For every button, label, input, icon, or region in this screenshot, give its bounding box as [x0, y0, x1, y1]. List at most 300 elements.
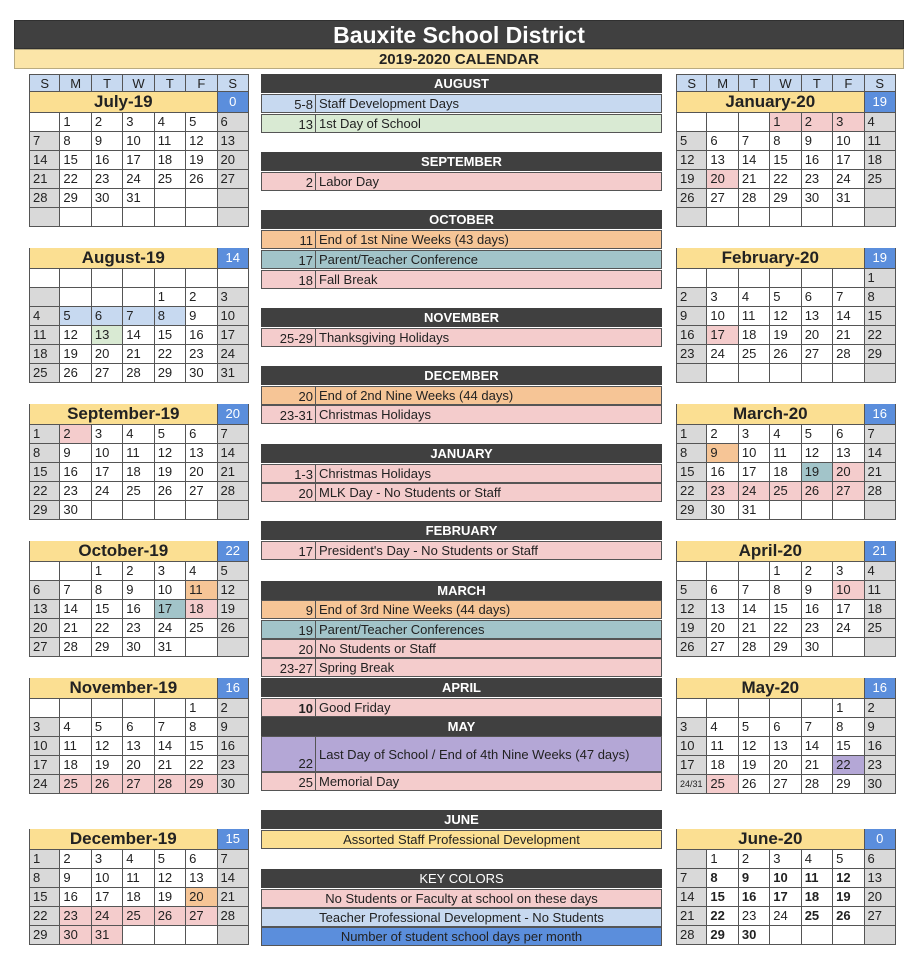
- day-cell: 10: [676, 737, 707, 756]
- day-cell: 21: [865, 463, 896, 482]
- day-cell: 1: [833, 699, 864, 718]
- week-row: [29, 189, 249, 208]
- week-row: [29, 581, 249, 600]
- day-cell: [60, 269, 91, 288]
- week-row: [676, 718, 896, 737]
- event-name: Spring Break: [319, 660, 395, 675]
- week-row: [29, 850, 249, 869]
- event-name: End of 1st Nine Weeks (43 days): [319, 232, 509, 247]
- month-name: May-20: [676, 678, 865, 699]
- day-cell: 19: [739, 756, 770, 775]
- day-cell: 4: [123, 850, 154, 869]
- day-cell: 11: [186, 581, 217, 600]
- week-row: [29, 151, 249, 170]
- event-name: Labor Day: [319, 174, 379, 189]
- week-row: [29, 170, 249, 189]
- day-cell: 27: [218, 170, 249, 189]
- day-cell: 14: [739, 600, 770, 619]
- day-cell: 10: [833, 581, 864, 600]
- event-row: [261, 172, 662, 191]
- key-item-teacher-pd: Teacher Professional Development - No Students: [261, 908, 662, 927]
- day-cell: 28: [60, 638, 91, 657]
- day-cell: 20: [186, 888, 217, 907]
- day-cell: [739, 113, 770, 132]
- day-cell: 1: [770, 562, 801, 581]
- week-row: [29, 619, 249, 638]
- event-date: 19: [262, 621, 316, 638]
- calendar-august-19: [29, 248, 249, 383]
- day-cell: [676, 562, 707, 581]
- weekday-label: T: [92, 74, 123, 92]
- day-cell: 12: [92, 737, 123, 756]
- day-cell: 30: [865, 775, 896, 794]
- day-cell: 19: [155, 463, 186, 482]
- day-cell: 22: [29, 907, 60, 926]
- day-cell: 24: [92, 482, 123, 501]
- day-cell: 17: [676, 756, 707, 775]
- day-cell: 4: [155, 113, 186, 132]
- day-cell: 22: [155, 345, 186, 364]
- event-name: Christmas Holidays: [319, 466, 431, 481]
- day-cell: 17: [833, 151, 864, 170]
- day-cell: 27: [770, 775, 801, 794]
- day-cell: 23: [739, 907, 770, 926]
- day-cell: 26: [155, 907, 186, 926]
- event-row: [261, 541, 662, 560]
- day-cell: 2: [865, 699, 896, 718]
- day-cell: 25: [865, 170, 896, 189]
- day-cell: 6: [833, 425, 864, 444]
- day-cell: 27: [707, 638, 738, 657]
- day-cell: 14: [155, 737, 186, 756]
- day-cell: 6: [865, 850, 896, 869]
- day-cell: [707, 269, 738, 288]
- day-cell: [123, 288, 154, 307]
- day-cell: 14: [218, 444, 249, 463]
- event-date: 10: [262, 699, 316, 716]
- day-cell: 13: [92, 326, 123, 345]
- day-cell: [770, 269, 801, 288]
- day-cell: [60, 562, 91, 581]
- day-cell: 2: [60, 425, 91, 444]
- day-cell: 21: [155, 756, 186, 775]
- day-cell: 8: [865, 288, 896, 307]
- day-cell: 12: [739, 737, 770, 756]
- day-cell: 22: [865, 326, 896, 345]
- day-cell: 1: [155, 288, 186, 307]
- day-cell: 27: [186, 482, 217, 501]
- day-cell: 16: [186, 326, 217, 345]
- day-cell: [865, 364, 896, 383]
- day-cell: [739, 562, 770, 581]
- event-date: 25-29: [262, 329, 316, 346]
- day-cell: 21: [29, 170, 60, 189]
- day-cell: 6: [770, 718, 801, 737]
- day-cell: 28: [676, 926, 707, 945]
- day-cell: 30: [92, 189, 123, 208]
- event-name: Christmas Holidays: [319, 407, 431, 422]
- day-cell: 13: [123, 737, 154, 756]
- day-cell: 30: [123, 638, 154, 657]
- day-cell: 22: [770, 619, 801, 638]
- day-cell: 3: [92, 425, 123, 444]
- day-cell: 23: [802, 170, 833, 189]
- day-cell: 4: [60, 718, 91, 737]
- month-name: June-20: [676, 829, 865, 850]
- day-cell: 16: [218, 737, 249, 756]
- day-cell: 2: [707, 425, 738, 444]
- day-cell: 25: [155, 170, 186, 189]
- event-row: [261, 639, 662, 658]
- day-cell: 10: [92, 869, 123, 888]
- day-cell: 14: [833, 307, 864, 326]
- weekday-label: F: [833, 74, 864, 92]
- day-cell: 27: [833, 482, 864, 501]
- day-cell: 1: [865, 269, 896, 288]
- day-cell: [186, 189, 217, 208]
- event-name: End of 3rd Nine Weeks (44 days): [319, 602, 511, 617]
- day-cell: 23: [186, 345, 217, 364]
- day-cell: 24: [833, 170, 864, 189]
- event-date: 20: [262, 387, 316, 404]
- day-cell: 11: [739, 307, 770, 326]
- day-cell: 18: [865, 151, 896, 170]
- day-cell: 10: [155, 581, 186, 600]
- school-days-count: 16: [865, 404, 896, 425]
- day-cell: 21: [676, 907, 707, 926]
- week-row: [29, 756, 249, 775]
- event-name: Thanksgiving Holidays: [319, 330, 450, 345]
- day-cell: 1: [770, 113, 801, 132]
- calendar-january-20: [676, 74, 896, 227]
- day-cell: 6: [707, 581, 738, 600]
- day-cell: 3: [123, 113, 154, 132]
- day-cell: 21: [739, 170, 770, 189]
- day-cell: 13: [186, 444, 217, 463]
- day-cell: 8: [707, 869, 738, 888]
- day-cell: 30: [60, 926, 91, 945]
- week-row: [676, 907, 896, 926]
- page-title: Bauxite School District: [14, 20, 904, 49]
- day-cell: 21: [739, 619, 770, 638]
- day-cell: 29: [865, 345, 896, 364]
- day-cell: 17: [707, 326, 738, 345]
- day-cell: 11: [770, 444, 801, 463]
- event-name: Last Day of School / End of 4th Nine Weeks (47 days): [319, 746, 630, 762]
- day-cell: 4: [29, 307, 60, 326]
- day-cell: 10: [833, 132, 864, 151]
- day-cell: 9: [60, 444, 91, 463]
- day-cell: 23: [802, 619, 833, 638]
- day-cell: [123, 699, 154, 718]
- week-row: [676, 132, 896, 151]
- calendar-may-20: [676, 678, 896, 794]
- day-cell: 12: [676, 600, 707, 619]
- event-name: MLK Day - No Students or Staff: [319, 485, 501, 500]
- day-cell: 5: [770, 288, 801, 307]
- month-name: September-19: [29, 404, 218, 425]
- day-cell: 5: [802, 425, 833, 444]
- day-cell: 3: [155, 562, 186, 581]
- day-cell: 24: [770, 907, 801, 926]
- event-name: Parent/Teacher Conferences: [319, 622, 485, 637]
- month-name: August-19: [29, 248, 218, 269]
- day-cell: 20: [92, 345, 123, 364]
- week-row: [676, 151, 896, 170]
- day-cell: 8: [29, 869, 60, 888]
- weekday-label: T: [155, 74, 186, 92]
- day-cell: 25: [29, 364, 60, 383]
- day-cell: 31: [155, 638, 186, 657]
- day-cell: 3: [676, 718, 707, 737]
- day-cell: [739, 364, 770, 383]
- school-days-count: 19: [865, 248, 896, 269]
- day-cell: [707, 699, 738, 718]
- event-name: Good Friday: [319, 700, 391, 715]
- day-cell: [770, 208, 801, 227]
- day-cell: 19: [218, 600, 249, 619]
- school-days-count: 16: [218, 678, 249, 699]
- day-cell: [676, 850, 707, 869]
- day-cell: 31: [92, 926, 123, 945]
- day-cell: 15: [29, 463, 60, 482]
- weekday-label: T: [802, 74, 833, 92]
- day-cell: 8: [186, 718, 217, 737]
- day-cell: 6: [802, 288, 833, 307]
- day-cell: 26: [676, 638, 707, 657]
- day-cell: [218, 638, 249, 657]
- day-cell: 8: [60, 132, 91, 151]
- day-cell: 4: [123, 425, 154, 444]
- day-cell: 29: [770, 638, 801, 657]
- week-row: [29, 208, 249, 227]
- week-row: [676, 926, 896, 945]
- day-cell: 6: [186, 425, 217, 444]
- week-row: [29, 926, 249, 945]
- day-cell: [60, 699, 91, 718]
- event-date: 9: [262, 601, 316, 618]
- day-cell: 1: [707, 850, 738, 869]
- day-cell: 5: [155, 425, 186, 444]
- day-cell: 16: [60, 463, 91, 482]
- weekday-label: M: [60, 74, 91, 92]
- day-cell: 24: [123, 170, 154, 189]
- day-cell: 17: [739, 463, 770, 482]
- day-cell: 19: [676, 619, 707, 638]
- day-cell: 14: [739, 151, 770, 170]
- day-cell: 3: [92, 850, 123, 869]
- day-cell: 29: [29, 926, 60, 945]
- day-cell: 16: [802, 151, 833, 170]
- day-cell: [155, 699, 186, 718]
- day-cell: [155, 926, 186, 945]
- day-cell: 23: [60, 482, 91, 501]
- day-cell: 24: [92, 907, 123, 926]
- day-cell: [802, 501, 833, 520]
- day-cell: 12: [676, 151, 707, 170]
- day-cell: 4: [707, 718, 738, 737]
- week-row: [676, 619, 896, 638]
- week-row: [676, 208, 896, 227]
- day-cell: 24/31: [676, 775, 707, 794]
- day-cell: 19: [60, 345, 91, 364]
- event-row: [261, 620, 662, 639]
- day-cell: [865, 638, 896, 657]
- day-cell: 31: [123, 189, 154, 208]
- day-cell: 22: [676, 482, 707, 501]
- day-cell: 26: [155, 482, 186, 501]
- day-cell: 30: [739, 926, 770, 945]
- week-row: [676, 638, 896, 657]
- weekday-label: S: [29, 74, 60, 92]
- day-cell: [676, 699, 707, 718]
- day-cell: [29, 113, 60, 132]
- weekday-label: S: [865, 74, 896, 92]
- day-cell: 16: [707, 463, 738, 482]
- day-cell: 9: [92, 132, 123, 151]
- day-cell: [802, 269, 833, 288]
- week-row: [676, 850, 896, 869]
- day-cell: 23: [676, 345, 707, 364]
- day-cell: 7: [676, 869, 707, 888]
- day-cell: 6: [186, 850, 217, 869]
- day-cell: 15: [770, 151, 801, 170]
- day-cell: [739, 699, 770, 718]
- day-cell: [29, 208, 60, 227]
- day-cell: 18: [60, 756, 91, 775]
- month-header-june: JUNE: [261, 810, 662, 829]
- day-cell: 19: [676, 170, 707, 189]
- day-cell: 20: [186, 463, 217, 482]
- month-name: July-19: [29, 92, 218, 113]
- day-cell: 15: [92, 600, 123, 619]
- day-cell: 20: [707, 619, 738, 638]
- calendar-december-19: [29, 829, 249, 945]
- day-cell: 2: [802, 113, 833, 132]
- day-cell: 28: [218, 907, 249, 926]
- week-row: [676, 756, 896, 775]
- calendar-november-19: [29, 678, 249, 794]
- event-row: [261, 386, 662, 405]
- day-cell: 30: [802, 189, 833, 208]
- day-cell: 30: [707, 501, 738, 520]
- month-name: April-20: [676, 541, 865, 562]
- day-cell: 5: [676, 581, 707, 600]
- event-name: Parent/Teacher Conference: [319, 252, 478, 267]
- day-cell: [29, 562, 60, 581]
- day-cell: 31: [833, 189, 864, 208]
- day-cell: 15: [186, 737, 217, 756]
- day-cell: [802, 208, 833, 227]
- day-cell: 24: [218, 345, 249, 364]
- day-cell: 2: [186, 288, 217, 307]
- day-cell: 25: [770, 482, 801, 501]
- event-date: 11: [262, 231, 316, 248]
- day-cell: 1: [676, 425, 707, 444]
- week-row: [29, 699, 249, 718]
- day-cell: 25: [186, 619, 217, 638]
- week-row: [676, 482, 896, 501]
- day-cell: 18: [770, 463, 801, 482]
- day-cell: [60, 208, 91, 227]
- day-cell: 25: [123, 907, 154, 926]
- day-cell: 12: [186, 132, 217, 151]
- month-name: February-20: [676, 248, 865, 269]
- weekday-label: T: [739, 74, 770, 92]
- week-row: [676, 562, 896, 581]
- day-cell: 7: [29, 132, 60, 151]
- event-row: [261, 94, 662, 113]
- day-cell: 22: [29, 482, 60, 501]
- day-cell: 26: [802, 482, 833, 501]
- day-cell: 15: [833, 737, 864, 756]
- event-row: [261, 114, 662, 133]
- day-cell: 28: [29, 189, 60, 208]
- day-cell: [770, 926, 801, 945]
- day-cell: 28: [739, 638, 770, 657]
- weekday-header: [29, 74, 249, 92]
- day-cell: 20: [123, 756, 154, 775]
- day-cell: 12: [833, 869, 864, 888]
- day-cell: 19: [802, 463, 833, 482]
- day-cell: [833, 208, 864, 227]
- day-cell: 7: [218, 425, 249, 444]
- calendar-june-20: [676, 829, 896, 945]
- day-cell: 22: [770, 170, 801, 189]
- day-cell: 5: [833, 850, 864, 869]
- day-cell: 7: [218, 850, 249, 869]
- week-row: [29, 638, 249, 657]
- weekday-label: S: [676, 74, 707, 92]
- day-cell: 26: [739, 775, 770, 794]
- day-cell: 18: [186, 600, 217, 619]
- week-row: [676, 699, 896, 718]
- day-cell: 4: [770, 425, 801, 444]
- day-cell: 26: [92, 775, 123, 794]
- day-cell: 13: [865, 869, 896, 888]
- day-cell: 25: [865, 619, 896, 638]
- day-cell: 15: [707, 888, 738, 907]
- day-cell: 11: [865, 581, 896, 600]
- week-row: [676, 425, 896, 444]
- day-cell: 28: [739, 189, 770, 208]
- day-cell: [123, 208, 154, 227]
- month-header-april: APRIL: [261, 678, 662, 697]
- week-row: [29, 888, 249, 907]
- day-cell: [865, 501, 896, 520]
- day-cell: 25: [60, 775, 91, 794]
- day-cell: [123, 501, 154, 520]
- day-cell: 21: [833, 326, 864, 345]
- day-cell: 22: [186, 756, 217, 775]
- day-cell: 19: [770, 326, 801, 345]
- month-header-november: NOVEMBER: [261, 308, 662, 327]
- event-date: 23-31: [262, 406, 316, 423]
- day-cell: 16: [123, 600, 154, 619]
- day-cell: 7: [865, 425, 896, 444]
- day-cell: 3: [739, 425, 770, 444]
- day-cell: 16: [802, 600, 833, 619]
- month-name: October-19: [29, 541, 218, 562]
- day-cell: 16: [676, 326, 707, 345]
- day-cell: 2: [802, 562, 833, 581]
- day-cell: 21: [123, 345, 154, 364]
- week-row: [676, 307, 896, 326]
- week-row: [29, 600, 249, 619]
- weekday-label: W: [123, 74, 154, 92]
- week-row: [676, 345, 896, 364]
- day-cell: [707, 208, 738, 227]
